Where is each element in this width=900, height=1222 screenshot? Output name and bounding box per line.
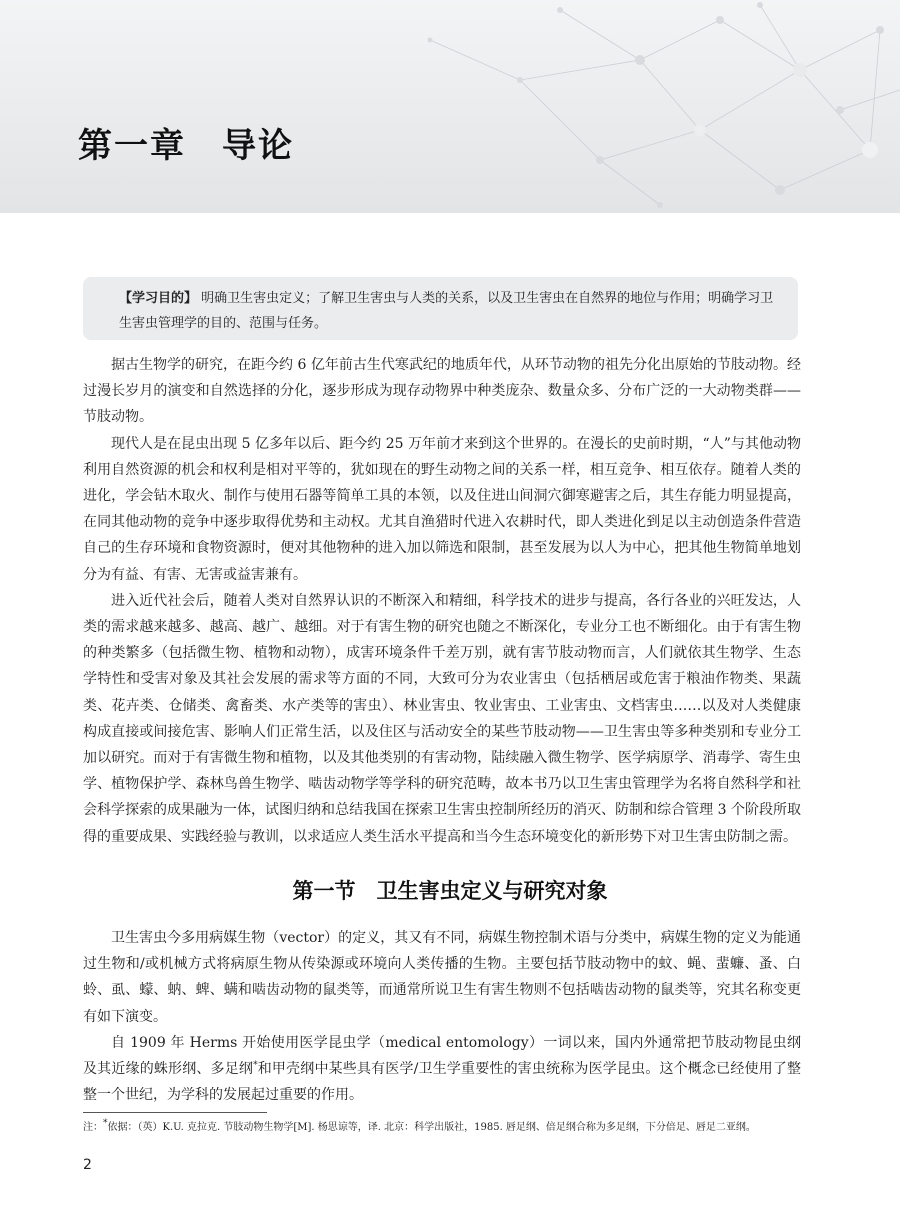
objectives-label: 【学习目的】 [119,291,198,306]
footnote [83,1120,803,1136]
intro-body [83,352,801,850]
footnote-prefix: 注： [83,1122,103,1133]
objectives-text: 明确卫生害虫定义；了解卫生害虫与人类的关系，以及卫生害虫在自然界的地位与作用；明确学习卫生害虫管理学的目的、范围与任务。 [119,291,774,331]
paragraph: 卫生害虫今多用病媒生物（vector）的定义，其又有不同，病媒生物控制术语与分类中，病媒生物的定义为能通过生物和/或机械方式将病原生物从传染源或环境向人类传播的生物。主要包括节肢动物中的蚊、蝇、蜚蠊、蚤、白蛉、虱、蠓、蚋、蜱、螨和啮齿动物的鼠类等，而通常所说卫生有害生物则不包括啮齿动物的鼠类等，究其名称变更有如下演变。 [83,930,801,1025]
paragraph-text: 自 1909 年 Herms 开始使用医学昆虫学（medical entomology）一词以来，国内外通常把节肢动物昆虫纲及其近缘的蛛形纲、多足纲 [83,1034,801,1078]
chapter-title: 第一章 导论 [78,126,294,166]
paragraph: 据古生物学的研究，在距今约 6 亿年前古生代寒武纪的地质年代，从环节动物的祖先分化出原始的节肢动物。经过漫长岁月的演变和自然选择的分化，逐步形成为现存动物界中种类庞杂、数量众多、分布广泛的一大动物类群——节肢动物。 [83,357,801,426]
paragraph [83,1030,801,1109]
section-body [83,925,801,1108]
footnote-marker: * [253,1060,258,1071]
learning-objectives-box [83,277,798,340]
paragraph-text: 和甲壳纲中某些具有医学/卫生学重要性的害虫统称为医学昆虫。这个概念已经使用了整整一个世纪，为学科的发展起过重要的作用。 [83,1061,802,1104]
footnote-marker: * [103,1118,108,1129]
paragraph: 现代人是在昆虫出现 5 亿多年以后、距今约 25 万年前才来到这个世界的。在漫长的史前时期，“人”与其他动物利用自然资源的机会和权利是相对平等的，犹如现在的野生动物之间的关系一样，相互竞争、相互依存。随着人类的进化，学会钻木取火、制作与使用石器等简单工具的本领，以及住进山间洞穴御寒避害之后，其生存能力明显提高，在同其他动物的竞争中逐步取得优势和主动权。尤其自渔猎时代进入农耕时代，即人类进化到足以主动创造条件营造自己的生存环境和食物资源时，便对其他物种的进入加以筛选和限制，甚至发展为以人为中心，把其他生物简单地划分为有益、有害、无害或益害兼有。 [83,435,801,583]
network-decoration [0,0,900,213]
paragraph: 进入近代社会后，随着人类对自然界认识的不断深入和精细，科学技术的进步与提高，各行各业的兴旺发达，人类的需求越来越多、越高、越广、越细。对于有害生物的研究也随之不断深化，专业分工也不断细化。由于有害生物的种类繁多（包括微生物、植物和动物），成害环境条件千差万别，就有害节肢动物而言，人们就依其生物学、生态学特性和受害对象及其社会发展的需求等方面的不同，大致可分为农业害虫（包括栖居或危害于粮油作物类、果蔬类、花卉类、仓储类、禽畜类、水产类等的害虫）、林业害虫、牧业害虫、工业害虫、文档害虫……以及对人类健康构成直接或间接危害、影响人们正常生活，以及住区与活动安全的某些节肢动物——卫生害虫等多种类别和专业分工加以研究。而对于有害微生物和植物，以及其他类别的有害动物，陆续融入微生物学、医学病原学、消毒学、寄生虫学、植物保护学、森林鸟兽生物学、啮齿动物学等学科的研究范畴，故本书乃以卫生害虫管理学为名将自然科学和社会科学探索的成果融为一体，试图归纳和总结我国在探索卫生害虫控制所经历的消灭、防制和综合管理 3 个阶段所取得的重要成果、实践经验与教训，以求适应人类生活水平提高和当今生态环境变化的新形势下对卫生害虫防制之需。 [83,592,801,845]
chapter-header-banner [0,0,900,213]
section-title: 第一节 卫生害虫定义与研究对象 [292,879,608,903]
footnote-divider [83,1112,267,1113]
footnote-text: 依据：（英）K.U. 克拉克. 节肢动物生物学[M]. 杨思谅等，译. 北京：科学出版社，1985. 唇足纲、倍足纲合称为多足纲，下分倍足、唇足二亚纲。 [107,1122,756,1133]
page-number: 2 [83,1157,92,1173]
